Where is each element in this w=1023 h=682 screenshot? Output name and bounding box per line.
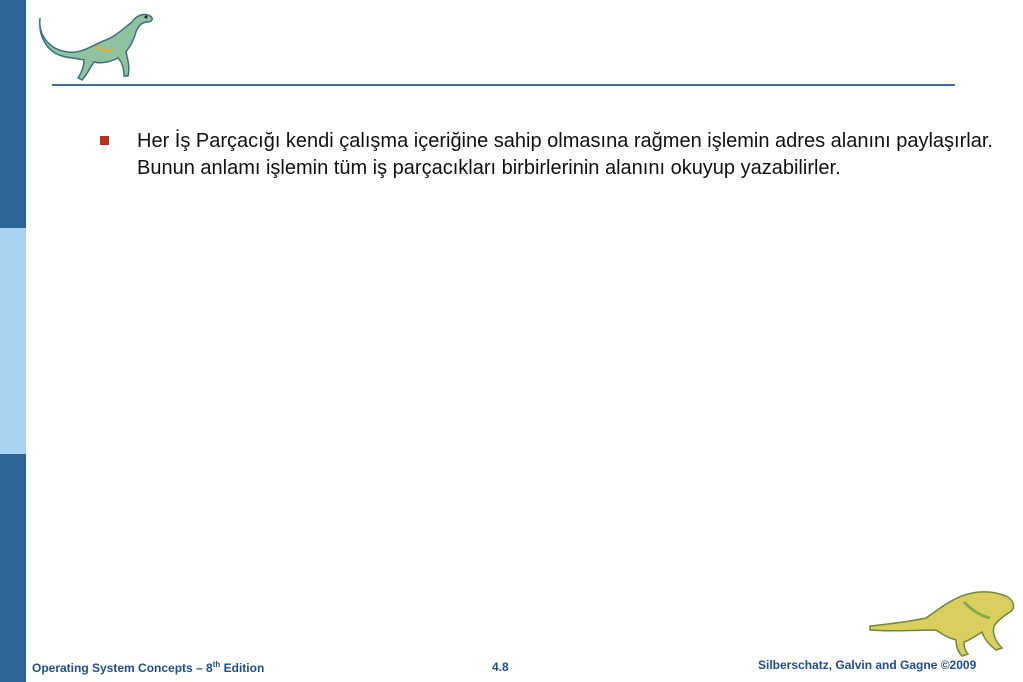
- sidebar-top-segment: [0, 0, 26, 228]
- footer-title-text: Operating System Concepts – 8: [32, 661, 213, 675]
- sidebar-middle-segment: [0, 228, 26, 454]
- footer-book-title: [32, 660, 264, 675]
- dinosaur-logo-icon: [868, 582, 1018, 658]
- footer-copyright: Silberschatz, Galvin and Gagne ©2009: [758, 658, 977, 672]
- slide-body: [100, 128, 1005, 182]
- footer-edition-superscript: th: [212, 660, 221, 669]
- header-divider: [52, 84, 955, 86]
- bullet-text: Her İş Parçacığı kendi çalışma içeriğine sahip olmasına rağmen işlemin adres alanını paylaşırlar. Bunun anlamı işlemin tüm iş parçacıkları birbirlerinin alanını okuyup yazabilirler.: [137, 130, 993, 179]
- bullet-item: [100, 128, 1005, 182]
- sidebar-bottom-segment: [0, 454, 26, 682]
- page-number: 4.8: [492, 660, 509, 674]
- footer-edition-word: Edition: [220, 661, 265, 675]
- dinosaur-logo-icon: [36, 6, 158, 84]
- bullet-marker: [100, 136, 109, 145]
